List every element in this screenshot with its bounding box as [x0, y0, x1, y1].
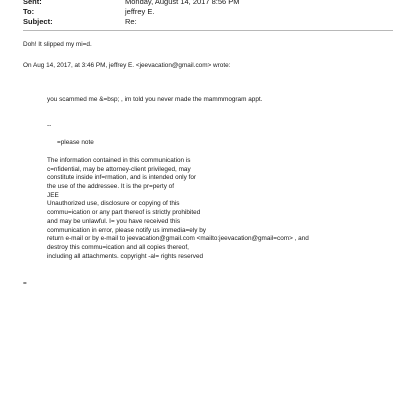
header-divider	[23, 30, 393, 31]
notice-line: constitute inside inf=rmation, and is intended only for	[47, 174, 197, 182]
notice-line: Unauthorized use, disclosure or copying of this	[47, 200, 180, 208]
attribution-line: On Aug 14, 2017, at 3:46 PM, jeffrey E. <jeevacation@gmail.com> wrote:	[23, 62, 231, 69]
notice-line: destroy this commu=ication and all copies thereof,	[47, 243, 189, 251]
to-value: jeffrey E.	[125, 7, 155, 16]
notice-line: including all attachments. copyright -al= rights reserved	[47, 252, 204, 260]
subject-row	[23, 17, 393, 27]
to-row	[23, 7, 393, 17]
notice-line: and may be unlawful. I= you have received this	[47, 217, 181, 225]
reply-text: Doh! It slipped my mi=d.	[23, 41, 92, 48]
email-header	[23, 0, 393, 27]
notice-line: JEE	[47, 191, 59, 199]
subject-label: Subject:	[23, 17, 53, 26]
to-label: To:	[23, 7, 35, 16]
notice-line: commu=ication or any part thereof is strictly prohibited	[47, 209, 201, 217]
please-note: =please note	[57, 139, 94, 146]
confidentiality-notice	[47, 157, 387, 261]
notice-line: The information contained in this communication is	[47, 157, 191, 164]
sent-label: Sent:	[23, 0, 42, 6]
notice-line: c=nfidential, may be attorney-client privileged, may	[47, 165, 191, 173]
sent-row	[23, 0, 393, 7]
notice-line: return e-mail or by e-mail to jeevacation@gmail.com <mailto:jeevacation@gmail=com> , and	[47, 235, 309, 243]
sent-value: Monday, August 14, 2017 8:56 PM	[125, 0, 240, 6]
quoted-ellipsis: --	[47, 122, 52, 129]
notice-line: the use of the addressee. It is the pr=perty of	[47, 183, 175, 191]
subject-value: Re:	[125, 17, 137, 26]
quoted-message: you scammed me &=bsp; , im told you never made the mammmogram appt.	[47, 96, 263, 103]
trailing-equals: =	[23, 280, 27, 287]
notice-line: communication in error, please notify us immedia=ely by	[47, 226, 206, 234]
